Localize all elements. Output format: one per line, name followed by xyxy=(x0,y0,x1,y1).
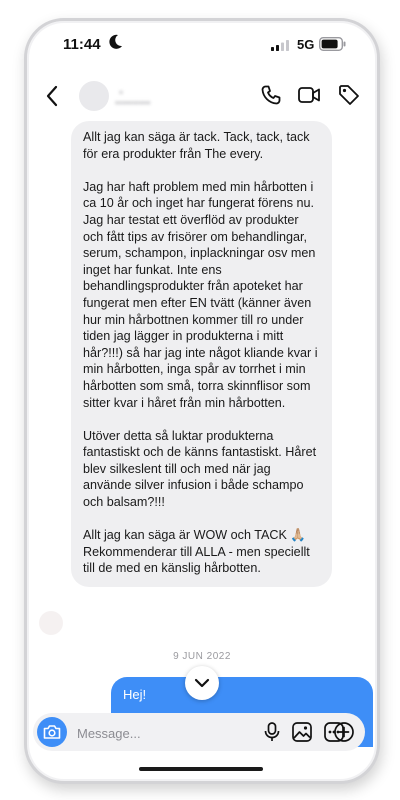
incoming-message[interactable] xyxy=(71,121,332,587)
gallery-icon[interactable] xyxy=(291,721,313,743)
contact-name-blurred: ▪ xyxy=(119,85,124,99)
video-icon[interactable] xyxy=(297,83,321,107)
status-time: 11:44 xyxy=(63,36,101,53)
message-composer xyxy=(33,713,365,751)
message-paragraph: Jag har haft problem med min hårbotten i ca 10 år och inget har fungerat förens nu. Jag har testat ett överflöd av produkter och fått tips av frisörer om behandlingar, serum, schampon, inplackningar osv men inget har funkat. Inte ens behandlingsprodukter från apoteket har fungerat men efter EN tvätt (känner även hur min hårbottnen kommer till ro under tiden jag lägger in produkterna i mitt hår?!!!) så har jag inte något kliande kvar i min hårbotten, inga spår av torrhet i min hårbotten som små, torra skinnflisor som sitter kvar i håret från min hårbotten. xyxy=(83,179,318,410)
chevron-down-icon xyxy=(194,677,210,689)
contact-avatar[interactable] xyxy=(79,81,109,111)
scroll-to-bottom-button[interactable] xyxy=(185,666,219,700)
back-icon[interactable] xyxy=(45,85,59,107)
contact-status-blurred: ▪▪▪▪▪▪▪▪▪▪ xyxy=(115,98,151,109)
message-paragraph: Allt jag kan säga är tack. Tack, tack, tack för era produkter från The every. xyxy=(83,130,310,161)
status-bar xyxy=(27,21,377,67)
message-thread[interactable] xyxy=(27,121,377,781)
network-type: 5G xyxy=(297,37,315,52)
plus-icon[interactable] xyxy=(333,721,355,743)
message-input[interactable] xyxy=(75,722,209,744)
phone-icon[interactable] xyxy=(259,83,283,107)
message-paragraph: Utöver detta så luktar produkterna fantastiskt och de känns fantastiskt. Håret blev silkeslent till och med när jag använde silver infusion i både schampo och balsam?!!! xyxy=(83,428,317,510)
chat-header xyxy=(27,73,377,121)
outgoing-message-text: Hej! xyxy=(123,687,147,702)
tag-icon[interactable] xyxy=(337,83,361,107)
battery-icon xyxy=(319,37,346,51)
camera-button[interactable] xyxy=(37,717,67,747)
sender-avatar xyxy=(39,611,63,635)
microphone-icon[interactable] xyxy=(261,721,283,743)
date-separator: 9 JUN 2022 xyxy=(173,651,231,662)
home-indicator xyxy=(139,767,263,771)
camera-icon xyxy=(43,724,61,740)
moon-icon xyxy=(109,34,123,50)
signal-icon xyxy=(271,40,289,51)
phone-frame xyxy=(24,18,380,784)
message-paragraph: Allt jag kan säga är WOW och TACK 🙏🏼 Rekommenderar till ALLA - men speciellt till de med en känslig hårbotten. xyxy=(83,528,310,576)
